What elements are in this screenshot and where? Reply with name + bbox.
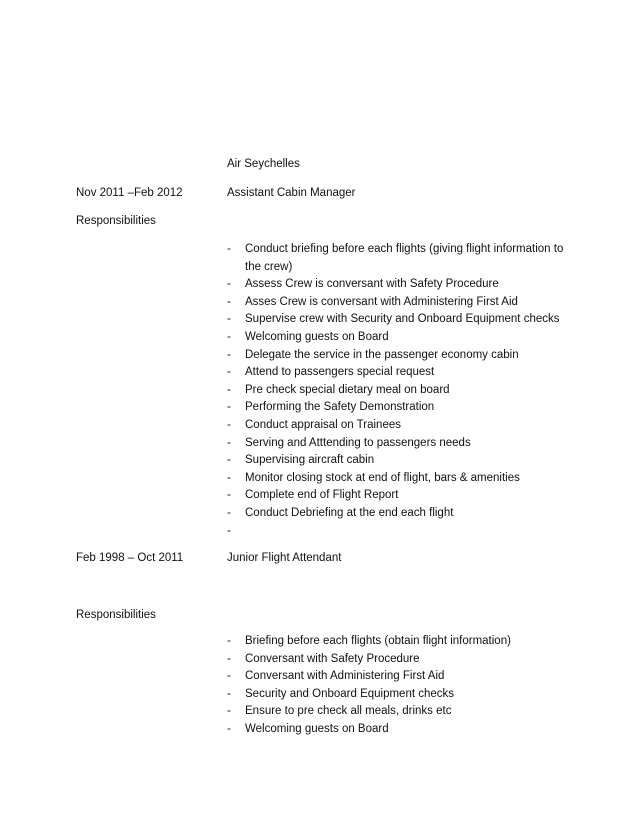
duty-item [227, 417, 577, 435]
duty-item [227, 241, 577, 276]
job-1-responsibilities-label: Responsibilities [76, 215, 156, 227]
bullet-dash: - [227, 670, 231, 683]
bullet-dash: - [227, 295, 231, 308]
duty-item [227, 487, 577, 505]
job-2-title: Junior Flight Attendant [227, 552, 342, 564]
bullet-dash: - [227, 366, 231, 379]
duty-item [227, 435, 577, 453]
bullet-dash: - [227, 506, 231, 519]
bullet-dash: - [227, 418, 231, 431]
duty-item [227, 452, 577, 470]
duty-item [227, 399, 577, 417]
bullet-dash: - [227, 722, 231, 735]
bullet-dash: - [227, 243, 231, 255]
duty-item [227, 633, 577, 651]
duty-item [227, 668, 577, 686]
duty-item [227, 347, 577, 365]
bullet-dash: - [227, 489, 231, 502]
duty-item [227, 505, 577, 523]
duty-item [227, 329, 577, 347]
duty-text: Performing the Safety Demonstration [245, 401, 435, 414]
duty-item [227, 721, 577, 739]
job-1-dates: Nov 2011 –Feb 2012 [76, 187, 183, 199]
duty-text: Conversant with Administering First Aid [245, 670, 445, 683]
duty-item [227, 686, 577, 704]
duty-text: Delegate the service in the passenger economy cabin [245, 348, 519, 361]
duty-text: Conduct briefing before each flights (giving flight information to the crew) [245, 243, 564, 273]
duty-item [227, 311, 577, 329]
duty-text: Complete end of Flight Report [245, 489, 399, 502]
duty-text: Ensure to pre check all meals, drinks etc [245, 705, 452, 718]
duty-text: Briefing before each flights (obtain flight information) [245, 635, 511, 647]
duty-item [227, 276, 577, 294]
bullet-dash: - [227, 705, 231, 718]
bullet-dash: - [227, 687, 231, 700]
bullet-dash: - [227, 401, 231, 414]
bullet-dash: - [227, 330, 231, 343]
job-2-duties-list [227, 633, 577, 739]
duty-item [227, 382, 577, 400]
bullet-dash: - [227, 383, 231, 396]
bullet-dash: - [227, 471, 231, 484]
duty-text: Conduct appraisal on Trainees [245, 418, 401, 431]
bullet-dash: - [227, 313, 231, 326]
bullet-dash: - [227, 454, 231, 467]
duty-item [227, 294, 577, 312]
job-1-title: Assistant Cabin Manager [227, 187, 356, 199]
bullet-dash: - [227, 652, 231, 665]
duty-item [227, 703, 577, 721]
bullet-dash: - [227, 635, 231, 647]
duty-text: Serving and Atttending to passengers needs [245, 436, 471, 449]
job-2-dates: Feb 1998 – Oct 2011 [76, 552, 184, 564]
duty-text: Attend to passengers special request [245, 366, 435, 379]
duty-text: Conversant with Safety Procedure [245, 652, 420, 665]
duty-text: Monitor closing stock at end of flight, bars & amenities [245, 471, 520, 484]
job-1-duties-list [227, 241, 577, 537]
employer-name: Air Seychelles [227, 158, 300, 170]
duty-text: Conduct Debriefing at the end each flight [245, 506, 454, 519]
bullet-dash: - [227, 436, 231, 449]
duty-text: Pre check special dietary meal on board [245, 383, 450, 396]
bullet-dash: - [227, 348, 231, 361]
duty-text: Supervising aircraft cabin [245, 454, 375, 467]
duty-text: Supervise crew with Security and Onboard Equipment checks [245, 313, 560, 326]
duty-item [227, 651, 577, 669]
duty-text: Welcoming guests on Board [245, 330, 389, 343]
duty-text: Security and Onboard Equipment checks [245, 687, 455, 700]
bullet-dash: - [227, 524, 231, 537]
duty-item [227, 470, 577, 488]
job-2-responsibilities-label: Responsibilities [76, 609, 156, 621]
bullet-dash: - [227, 278, 231, 291]
duty-text: Assess Crew is conversant with Safety Procedure [245, 278, 499, 291]
duty-text: Welcoming guests on Board [245, 722, 389, 735]
duty-item [227, 364, 577, 382]
duty-text: Asses Crew is conversant with Administering First Aid [245, 295, 518, 308]
